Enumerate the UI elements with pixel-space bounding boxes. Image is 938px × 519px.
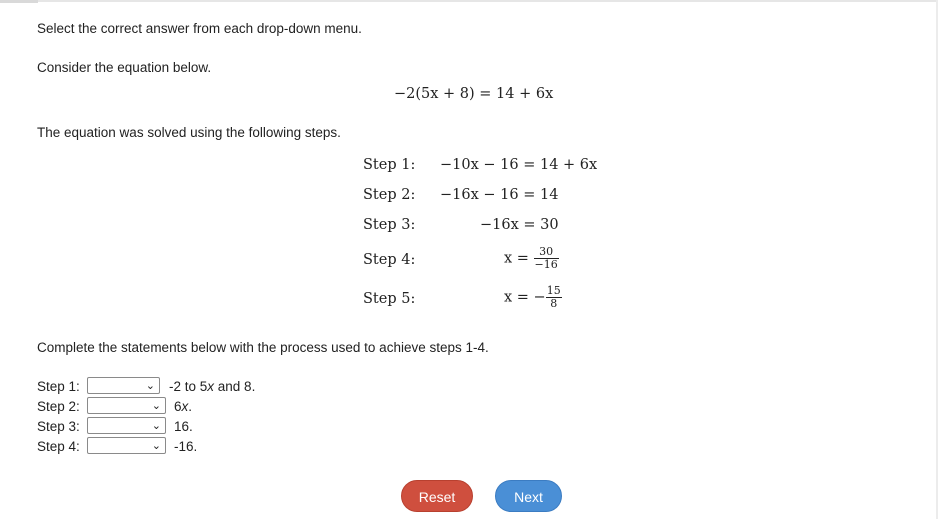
step-1-dropdown[interactable] — [87, 377, 160, 394]
top-divider — [0, 0, 938, 2]
step-expression — [504, 246, 559, 271]
chevron-down-icon: ⌄ — [151, 440, 161, 452]
statement-tail-text: 16. — [174, 419, 193, 434]
chevron-down-icon: ⌄ — [151, 400, 161, 412]
statement-tail-text: -2 to 5 — [169, 379, 208, 394]
instructions-text: Select the correct answer from each drop-down menu. — [37, 21, 362, 36]
step-expression: −10x − 16 = 14 + 6x — [440, 157, 598, 173]
statement-tail — [174, 399, 192, 414]
chevron-down-icon: ⌄ — [151, 420, 161, 432]
step-row-4 — [363, 245, 623, 282]
statement-tail-text-end: . — [188, 399, 193, 414]
step-4-dropdown[interactable] — [87, 437, 166, 454]
statement-tail-variable: x — [207, 379, 215, 394]
statement-tail-text: -16. — [174, 439, 198, 454]
step-label: Step 1: — [363, 157, 416, 173]
step-expression-lhs: x = — [504, 250, 534, 267]
step-expression: −16x = 30 — [480, 217, 559, 233]
step-label: Step 3: — [363, 217, 416, 233]
step-label: Step 2: — [363, 187, 416, 203]
intro-text: Consider the equation below. — [37, 60, 212, 75]
statement-step-4 — [37, 437, 297, 457]
statement-tail-variable: x — [181, 399, 189, 414]
fraction-denominator: 8 — [550, 297, 558, 310]
statement-step-1 — [37, 377, 297, 397]
step-row-3 — [363, 217, 623, 247]
statement-tail-text-end: and 8. — [214, 379, 256, 394]
step-row-1 — [363, 157, 623, 187]
step-2-dropdown[interactable] — [87, 397, 166, 414]
steps-intro-text: The equation was solved using the following steps. — [37, 125, 341, 140]
statement-label: Step 1: — [37, 379, 80, 394]
statement-label: Step 2: — [37, 399, 80, 414]
statement-label: Step 3: — [37, 419, 80, 434]
fraction-numerator: 15 — [546, 284, 561, 297]
statement-tail — [169, 379, 255, 394]
top-tab-marker — [0, 0, 38, 3]
statement-tail — [174, 419, 193, 434]
statement-step-2 — [37, 397, 297, 417]
fraction-numerator: 30 — [534, 246, 559, 259]
step-row-2 — [363, 187, 623, 217]
complete-prompt-text: Complete the statements below with the process used to achieve steps 1-4. — [37, 340, 489, 355]
step-expression — [504, 285, 562, 310]
statement-label: Step 4: — [37, 439, 80, 454]
chevron-down-icon: ⌄ — [145, 380, 155, 392]
reset-button[interactable]: Reset — [401, 480, 473, 512]
step-label: Step 4: — [363, 252, 416, 268]
fraction — [534, 246, 559, 271]
step-expression-lhs: x = − — [504, 289, 546, 306]
step-label: Step 5: — [363, 291, 416, 307]
step-row-5 — [363, 284, 623, 321]
step-expression: −16x − 16 = 14 — [440, 187, 559, 203]
step-3-dropdown[interactable] — [87, 417, 166, 434]
main-equation: −2(5x + 8) = 14 + 6x — [394, 86, 554, 102]
statement-tail — [174, 439, 197, 454]
statement-step-3 — [37, 417, 297, 437]
fraction-denominator: −16 — [534, 258, 558, 271]
fraction — [546, 285, 562, 310]
statement-tail-text: 6 — [174, 399, 182, 414]
next-button[interactable]: Next — [495, 480, 562, 512]
